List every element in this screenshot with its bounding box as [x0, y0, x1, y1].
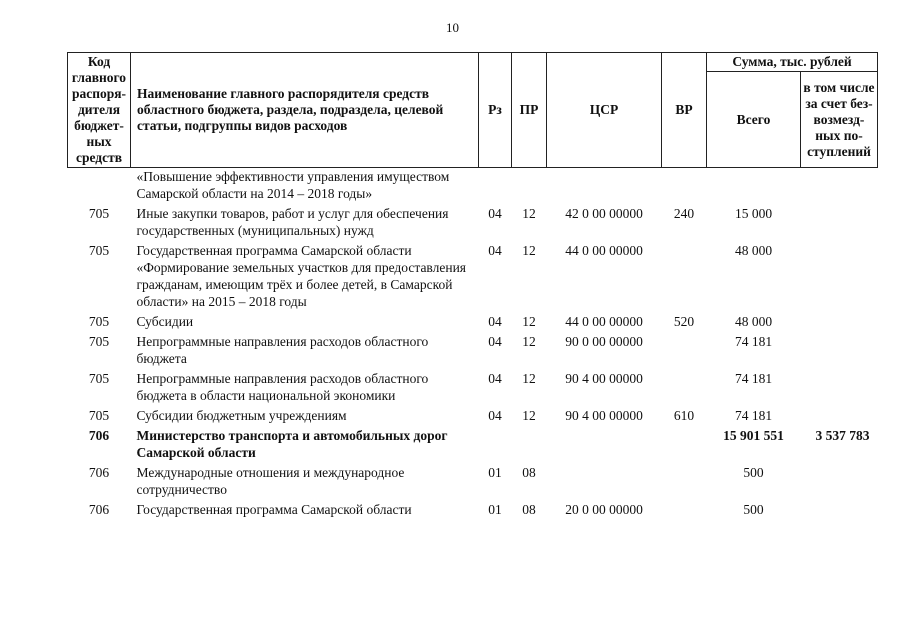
cell-csr: 42 0 00 00000 — [565, 206, 643, 221]
cell-pr — [512, 168, 547, 206]
table-row — [68, 333, 878, 370]
cell-pr: 08 — [522, 502, 536, 517]
header-code: Код главного распоря-дителя бюджет-ных средств — [68, 53, 131, 168]
cell-pr: 12 — [522, 314, 536, 329]
table-header — [68, 53, 878, 168]
table-row — [68, 501, 878, 521]
cell-total: 500 — [743, 502, 764, 517]
table-row — [68, 464, 878, 501]
cell-csr: 90 4 00 00000 — [565, 371, 643, 386]
cell-csr: 44 0 00 00000 — [565, 314, 643, 329]
header-vr: ВР — [662, 53, 707, 168]
cell-rz: 04 — [488, 243, 502, 258]
cell-free — [801, 407, 878, 427]
cell-vr — [662, 464, 707, 501]
cell-name: Субсидии бюджетным учреждениям — [136, 408, 347, 423]
header-pr: ПР — [512, 53, 547, 168]
cell-free — [801, 168, 878, 206]
cell-free: 3 537 783 — [815, 428, 870, 443]
header-csr: ЦСР — [547, 53, 662, 168]
cell-rz: 04 — [488, 408, 502, 423]
cell-name: Государственная программа Самарской области «Формирование земельных участков для предоставления гражданам, имеющим трёх и более детей, в Самарской области» на 2015 – 2018 годы — [136, 243, 467, 309]
cell-code: 705 — [88, 314, 110, 329]
cell-csr — [547, 427, 662, 464]
cell-rz — [479, 427, 512, 464]
cell-total: 74 181 — [734, 371, 773, 386]
cell-code: 706 — [88, 465, 110, 480]
cell-total: 15 000 — [734, 206, 773, 221]
cell-total: 500 — [743, 465, 764, 480]
cell-pr: 12 — [522, 206, 536, 221]
table-body — [68, 168, 878, 522]
cell-rz: 04 — [488, 206, 502, 221]
cell-free — [801, 242, 878, 313]
cell-name: «Повышение эффективности управления имуществом Самарской области на 2014 – 2018 годы» — [136, 169, 450, 201]
cell-code: 706 — [88, 502, 110, 517]
cell-name: Министерство транспорта и автомобильных дорог Самарской области — [136, 428, 448, 460]
cell-rz: 01 — [488, 465, 502, 480]
cell-pr: 12 — [522, 408, 536, 423]
cell-name: Непрограммные направления расходов областного бюджета в области национальной экономики — [136, 371, 429, 403]
cell-csr — [547, 464, 662, 501]
cell-vr: 610 — [673, 408, 695, 423]
cell-csr: 44 0 00 00000 — [565, 243, 643, 258]
header-total: Всего — [707, 72, 801, 168]
cell-rz: 01 — [488, 502, 502, 517]
header-name: Наименование главного распорядителя средств областного бюджета, раздела, подраздела, целевой статьи, подгруппы видов расходов — [131, 53, 479, 168]
cell-free — [801, 205, 878, 242]
cell-code: 705 — [88, 243, 110, 258]
cell-total: 48 000 — [734, 314, 773, 329]
table-row — [68, 427, 878, 464]
header-free: в том числе за счет без-возмезд-ных по-ступлений — [801, 72, 878, 168]
cell-name: Непрограммные направления расходов областного бюджета — [136, 334, 429, 366]
table-row — [68, 313, 878, 333]
cell-free — [801, 313, 878, 333]
cell-free — [801, 464, 878, 501]
cell-csr: 90 4 00 00000 — [565, 408, 643, 423]
cell-total: 74 181 — [734, 334, 773, 349]
header-sum: Сумма, тыс. рублей — [707, 53, 878, 72]
cell-vr — [662, 242, 707, 313]
cell-vr — [662, 333, 707, 370]
cell-rz — [479, 168, 512, 206]
cell-pr — [512, 427, 547, 464]
table-row — [68, 242, 878, 313]
cell-code: 706 — [88, 428, 110, 443]
table-row — [68, 205, 878, 242]
cell-free — [801, 370, 878, 407]
cell-code: 705 — [88, 408, 110, 423]
cell-total: 48 000 — [734, 243, 773, 258]
page-number: 10 — [446, 20, 459, 35]
cell-pr: 12 — [522, 243, 536, 258]
table-row — [68, 168, 878, 206]
cell-rz: 04 — [488, 334, 502, 349]
cell-name: Государственная программа Самарской области — [136, 502, 412, 517]
table-row — [68, 407, 878, 427]
cell-code — [68, 168, 131, 206]
cell-vr — [662, 370, 707, 407]
cell-pr: 12 — [522, 371, 536, 386]
cell-total: 15 901 551 — [723, 428, 784, 443]
cell-rz: 04 — [488, 314, 502, 329]
cell-pr: 08 — [522, 465, 536, 480]
cell-vr — [662, 427, 707, 464]
cell-vr: 240 — [673, 206, 695, 221]
cell-rz: 04 — [488, 371, 502, 386]
cell-total — [707, 168, 801, 206]
cell-name: Международные отношения и международное сотрудничество — [136, 465, 405, 497]
cell-code: 705 — [88, 371, 110, 386]
cell-csr: 20 0 00 00000 — [565, 502, 643, 517]
cell-pr: 12 — [522, 334, 536, 349]
cell-csr — [547, 168, 662, 206]
cell-csr: 90 0 00 00000 — [565, 334, 643, 349]
budget-table — [67, 52, 878, 521]
cell-code: 705 — [88, 206, 110, 221]
cell-code: 705 — [88, 334, 110, 349]
cell-vr — [662, 501, 707, 521]
cell-vr — [662, 168, 707, 206]
header-rz: Рз — [479, 53, 512, 168]
cell-vr: 520 — [673, 314, 695, 329]
cell-total: 74 181 — [734, 408, 773, 423]
cell-name: Субсидии — [136, 314, 194, 329]
cell-free — [801, 333, 878, 370]
cell-free — [801, 501, 878, 521]
table-row — [68, 370, 878, 407]
cell-name: Иные закупки товаров, работ и услуг для обеспечения государственных (муниципальных) нужд — [136, 206, 449, 238]
